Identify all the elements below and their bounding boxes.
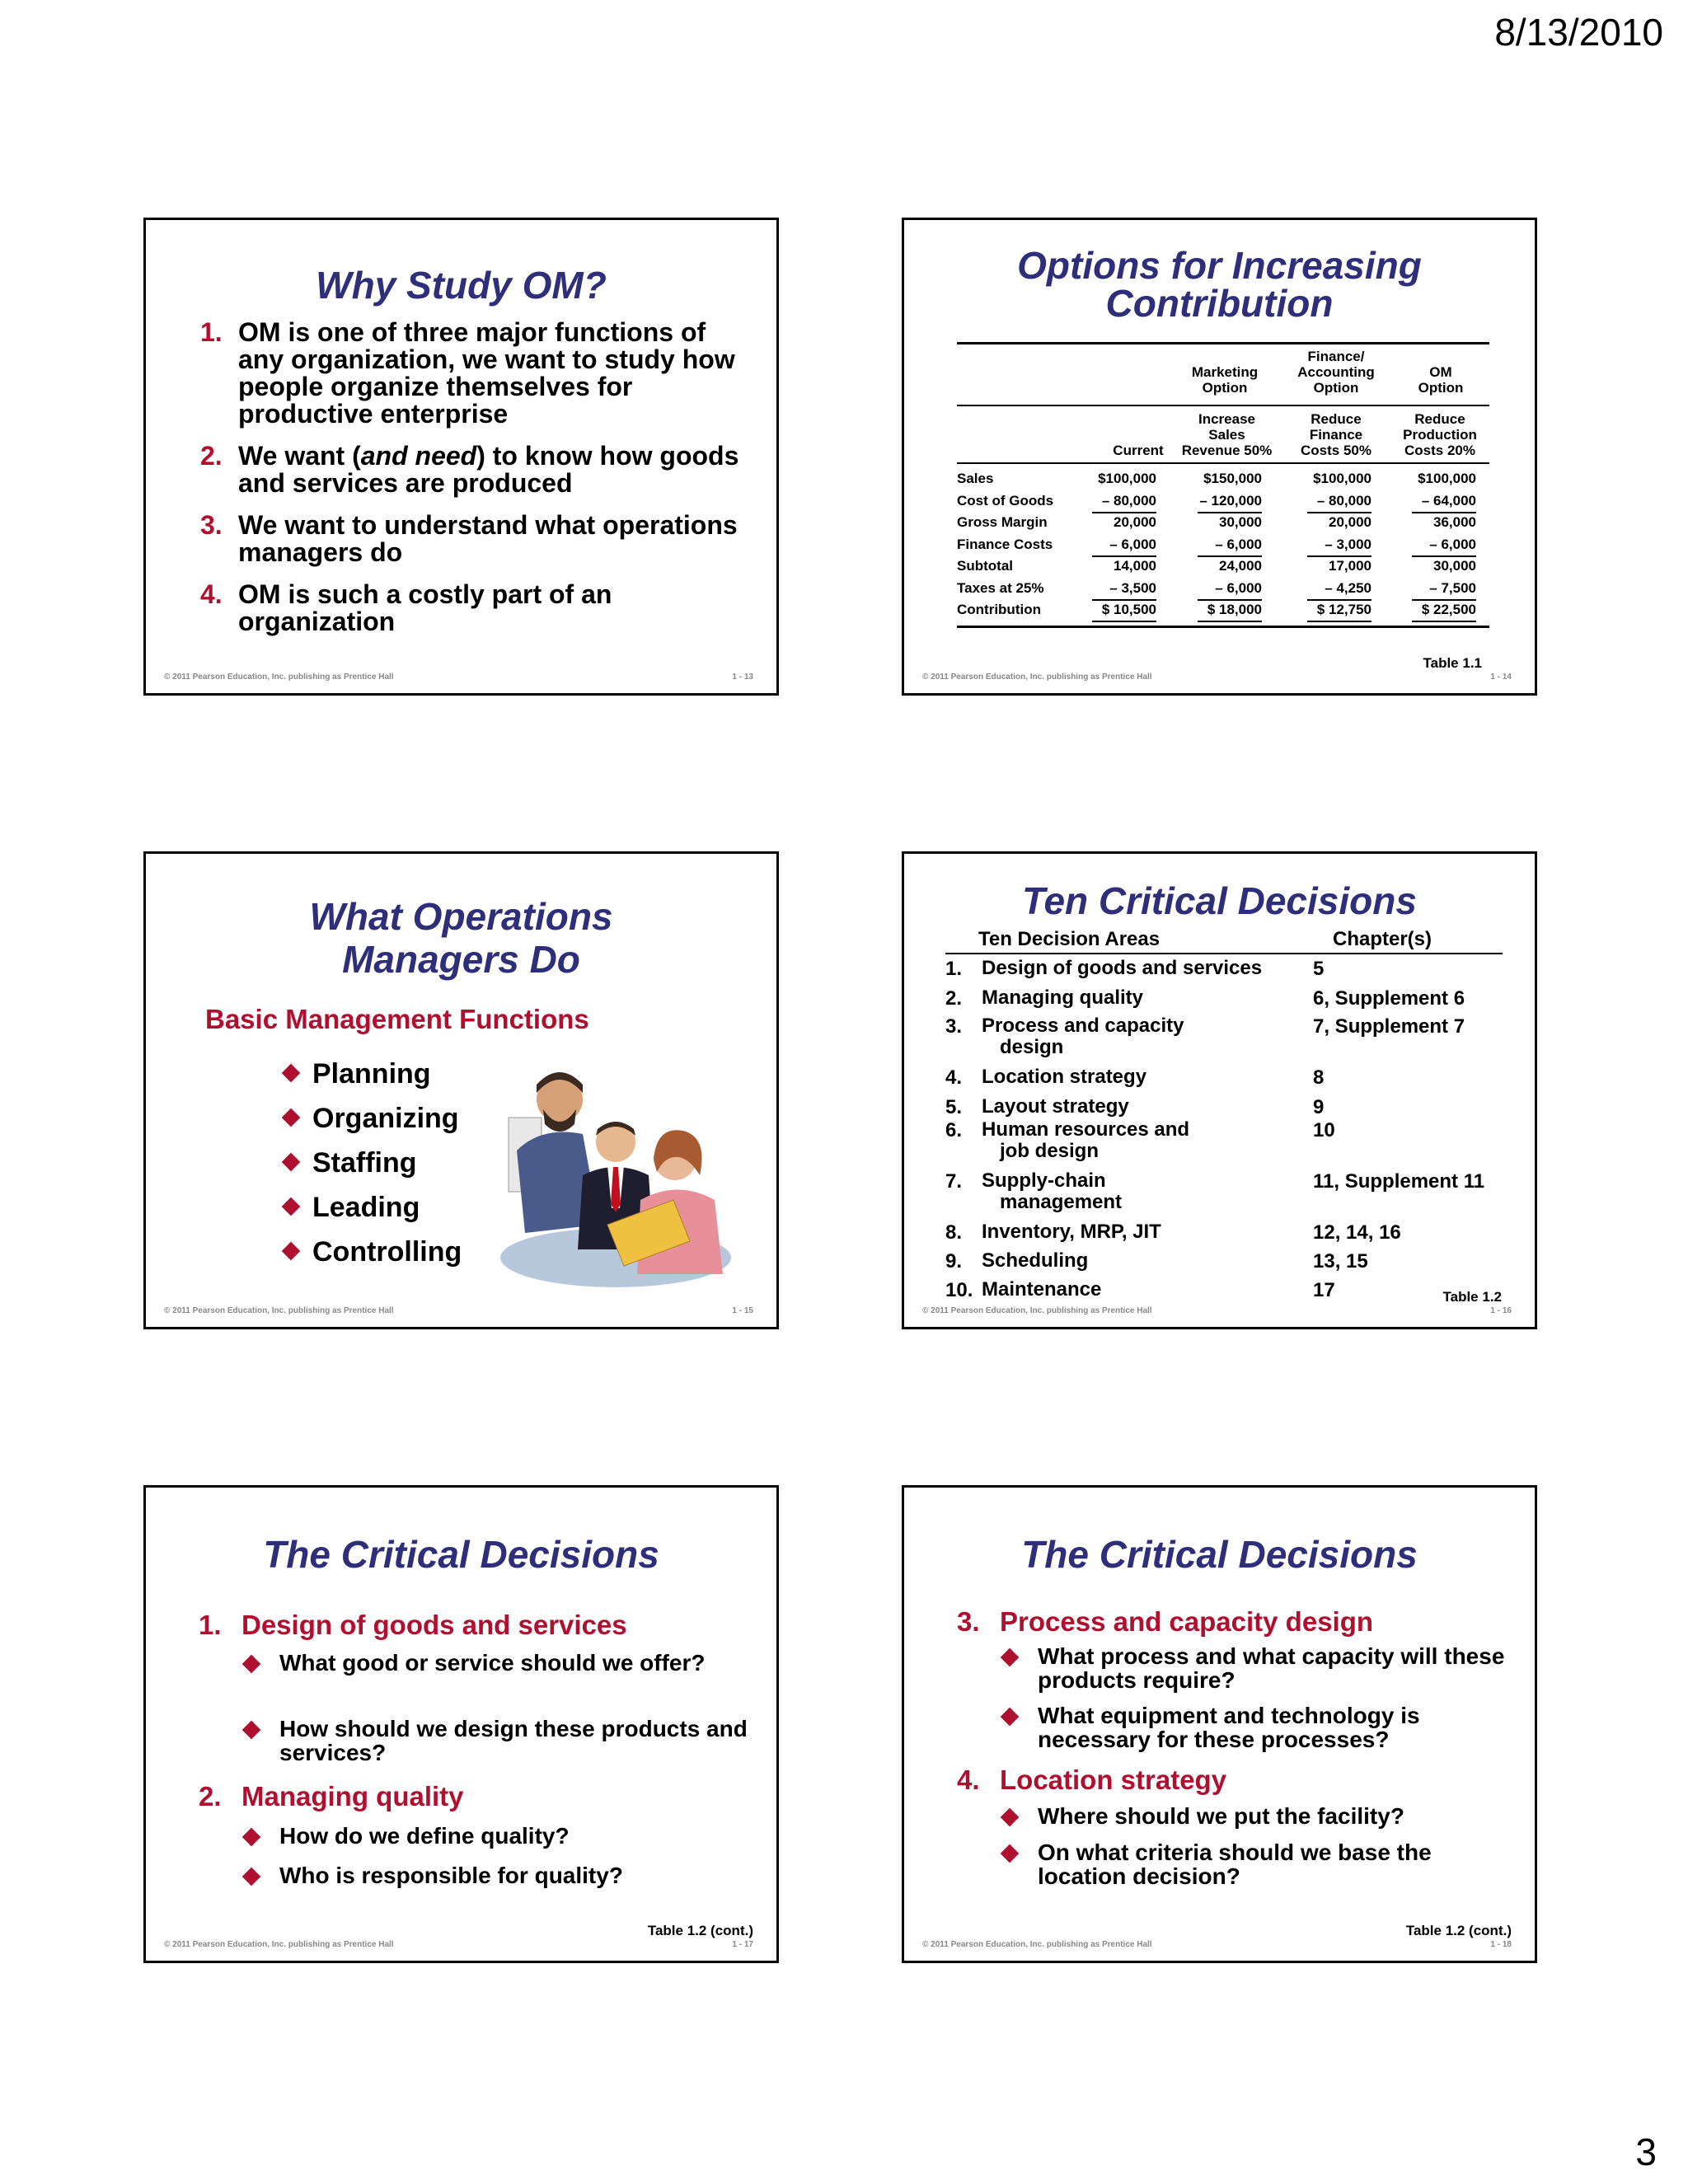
decision-number: 8. [945, 1221, 963, 1244]
diamond-bullet-icon [282, 1153, 301, 1172]
slide-title: The Critical Decisions [263, 1533, 659, 1576]
decision-area [982, 1015, 1184, 1058]
chapter-ref: 11, Supplement 11 [1313, 1170, 1485, 1193]
copyright-footer: © 2011 Pearson Education, Inc. publishing as Prentice Hall [922, 673, 1152, 682]
header-rule [945, 953, 1503, 954]
decision-area-line: Supply-chain [982, 1169, 1106, 1192]
copyright-footer: © 2011 Pearson Education, Inc. publishing as Prentice Hall [164, 1306, 394, 1315]
list-item: Where should we put the facility? [1003, 1804, 1510, 1828]
list-item: On what criteria should we base the location decision? [1003, 1840, 1510, 1888]
subtotal-rule [1092, 512, 1156, 513]
decision-area [982, 958, 1262, 979]
copyright-footer: © 2011 Pearson Education, Inc. publishing as Prentice Hall [922, 1940, 1152, 1949]
decision-area [982, 1279, 1101, 1301]
table-cell: – 4,250 [1325, 579, 1372, 596]
slide-what-operations-managers-do [143, 851, 779, 1329]
slide-critical-decisions-1-2 [143, 1485, 779, 1963]
chapter-ref: 9 [1313, 1096, 1325, 1118]
subtotal-rule [1198, 512, 1262, 513]
list-item: 1. OM is one of three major functions of any organization, we want to study how people organize themselves for productive enterprise [200, 317, 735, 429]
table-cell: 36,000 [1433, 514, 1476, 530]
table-cell: – 6,000 [1429, 536, 1476, 552]
slide-title: Ten Critical Decisions [1022, 879, 1417, 922]
subtotal-rule [1412, 599, 1476, 601]
list-item: Leading [284, 1185, 462, 1230]
table-cell: $100,000 [1098, 471, 1156, 486]
decision-area-line: job design [1000, 1140, 1099, 1162]
table-cell: – 80,000 [1101, 492, 1156, 509]
chapter-ref: 10 [1313, 1119, 1335, 1141]
table-cell: – 64,000 [1421, 492, 1476, 509]
subheader-marketing: Increase Sales Revenue 50% [1181, 411, 1273, 458]
column-header-areas: Ten Decision Areas [978, 928, 1160, 950]
table-row [957, 602, 1489, 621]
subtotal-rule [1307, 512, 1372, 513]
decision-area [982, 1096, 1129, 1118]
section-heading: 2. Managing quality [199, 1781, 464, 1811]
list-item: Controlling [284, 1230, 462, 1274]
decision-area-line: Location strategy [982, 1066, 1147, 1088]
list-item: Planning [284, 1052, 462, 1096]
table-cell: 20,000 [1114, 514, 1156, 530]
table-cell: 24,000 [1219, 558, 1262, 574]
table-cell: – 120,000 [1199, 492, 1262, 509]
functions-list [284, 1052, 462, 1274]
slide-number: 1 - 14 [1490, 673, 1512, 682]
column-header-chapters: Chapter(s) [1333, 928, 1432, 950]
list-item: Staffing [284, 1141, 462, 1185]
decision-area-line: design [1000, 1036, 1064, 1058]
slide-number: 1 - 16 [1490, 1306, 1512, 1315]
table-reference: Table 1.1 [1423, 655, 1482, 671]
diamond-bullet-icon [282, 1242, 301, 1261]
table-cell: $100,000 [1313, 471, 1372, 486]
business-meeting-illustration [492, 1060, 739, 1299]
table-cell: – 6,000 [1215, 536, 1262, 552]
subtotal-rule [1412, 512, 1476, 513]
decision-number: 5. [945, 1096, 963, 1118]
table-cell: $ 10,500 [1101, 602, 1156, 617]
slide-title: The Critical Decisions [1021, 1533, 1418, 1576]
decision-number: 9. [945, 1250, 963, 1272]
section-heading: 4. Location strategy [957, 1765, 1227, 1795]
table-row [957, 471, 1489, 490]
table-cell: 20,000 [1329, 514, 1372, 530]
copyright-footer: © 2011 Pearson Education, Inc. publishing as Prentice Hall [164, 1940, 394, 1949]
row-label: Cost of Goods [957, 492, 1054, 509]
table-rule [957, 342, 1489, 344]
decision-number: 4. [945, 1066, 963, 1089]
table-cell: – 80,000 [1316, 492, 1372, 509]
chapter-ref: 12, 14, 16 [1313, 1221, 1401, 1244]
list-item: What good or service should we offer? [245, 1651, 752, 1675]
list-item: Organizing [284, 1096, 462, 1141]
chapter-ref: 8 [1313, 1066, 1325, 1089]
table-cell: – 6,000 [1215, 579, 1262, 596]
slide-title: Why Study OM? [316, 264, 607, 307]
table-cell: $ 18,000 [1207, 602, 1262, 617]
decision-area-line: Process and capacity [982, 1015, 1184, 1037]
subtotal-rule [1412, 555, 1476, 557]
header-marketing: Marketing Option [1191, 364, 1259, 396]
chapter-ref: 6, Supplement 6 [1313, 987, 1465, 1010]
table-rule [957, 626, 1489, 628]
diamond-bullet-icon [282, 1108, 301, 1127]
subtotal-rule [1092, 555, 1156, 557]
decision-area-line: management [1000, 1191, 1123, 1213]
decision-area-line: Maintenance [982, 1278, 1102, 1301]
total-rule [1307, 621, 1372, 622]
table-row [957, 558, 1489, 578]
table-row [957, 537, 1489, 556]
decision-area [982, 987, 1143, 1009]
decision-area [982, 1066, 1146, 1088]
list-item: Who is responsible for quality? [245, 1863, 752, 1887]
subtotal-rule [1307, 555, 1372, 557]
list-item: What equipment and technology is necessary for these processes? [1003, 1704, 1510, 1751]
table-row [957, 580, 1489, 600]
list-item: 2. We want (and need) to know how goods and services are produced [200, 441, 739, 498]
decision-area-line: Layout strategy [982, 1095, 1129, 1118]
table-cell: 14,000 [1114, 558, 1156, 574]
decision-number: 10. [945, 1279, 973, 1301]
row-label: Taxes at 25% [957, 579, 1044, 596]
list-item: 4. OM is such a costly part of an organization [200, 579, 612, 636]
decision-area-line: Inventory, MRP, JIT [982, 1221, 1161, 1243]
table-reference: Table 1.2 (cont.) [647, 1923, 753, 1938]
table-row [957, 514, 1489, 534]
subheader-current: Current [1113, 443, 1164, 458]
subheader-om: Reduce Production Costs 20% [1403, 411, 1477, 458]
subtotal-rule [1198, 555, 1262, 557]
print-date: 8/13/2010 [1494, 11, 1663, 54]
decision-number: 6. [945, 1119, 963, 1141]
list-item: What process and what capacity will these products require? [1003, 1644, 1510, 1692]
table-cell: $150,000 [1203, 471, 1262, 486]
slide-options-increasing-contribution [902, 218, 1537, 696]
row-label: Subtotal [957, 558, 1013, 574]
table-cell: – 3,500 [1109, 579, 1156, 596]
slide-title: What Operations Managers Do [309, 895, 613, 981]
row-label: Gross Margin [957, 514, 1048, 530]
chapter-ref: 13, 15 [1313, 1250, 1368, 1272]
table-row [957, 493, 1489, 513]
row-label: Finance Costs [957, 536, 1053, 552]
total-rule [1412, 621, 1476, 622]
decision-area-line: Human resources and [982, 1118, 1190, 1141]
table-cell: – 3,000 [1325, 536, 1372, 552]
decision-area [982, 1221, 1161, 1243]
table-reference: Table 1.2 (cont.) [1405, 1923, 1512, 1938]
page-number: 3 [1635, 2130, 1657, 2173]
table-cell: $100,000 [1418, 471, 1476, 486]
header-om: OM Option [1418, 364, 1464, 396]
decision-area [982, 1250, 1088, 1272]
decision-area-line: Managing quality [982, 987, 1144, 1009]
slide-ten-critical-decisions [902, 851, 1537, 1329]
decision-area [982, 1170, 1122, 1213]
table-rule [957, 462, 1489, 464]
table-reference: Table 1.2 [1442, 1289, 1502, 1305]
row-label: Sales [957, 471, 994, 486]
section-heading: 1. Design of goods and services [199, 1610, 627, 1640]
subtotal-rule [1198, 599, 1262, 601]
list-item: How should we design these products and services? [245, 1717, 752, 1765]
slide-critical-decisions-3-4 [902, 1485, 1537, 1963]
chapter-ref: 17 [1313, 1279, 1335, 1301]
list-item: 3. We want to understand what operations managers do [200, 510, 738, 567]
section-heading: 3. Process and capacity design [957, 1606, 1374, 1637]
decision-area [982, 1119, 1189, 1162]
table-cell: 17,000 [1329, 558, 1372, 574]
copyright-footer: © 2011 Pearson Education, Inc. publishing as Prentice Hall [922, 1306, 1152, 1315]
reasons-list [200, 319, 752, 650]
decision-number: 3. [945, 1015, 963, 1038]
table-cell: 30,000 [1433, 558, 1476, 574]
table-cell: – 6,000 [1109, 536, 1156, 552]
slide-why-study-om [143, 218, 779, 696]
total-rule [1198, 621, 1262, 622]
total-rule [1092, 621, 1156, 622]
copyright-footer: © 2011 Pearson Education, Inc. publishing as Prentice Hall [164, 673, 394, 682]
decision-number: 2. [945, 987, 963, 1010]
row-label: Contribution [957, 602, 1041, 617]
slide-number: 1 - 17 [732, 1940, 753, 1949]
subtotal-rule [1092, 599, 1156, 601]
header-finance: Finance/ Accounting Option [1297, 349, 1375, 396]
decision-number: 1. [945, 958, 963, 980]
table-cell: 30,000 [1219, 514, 1262, 530]
slide-title: Options for Increasing Contribution [1017, 244, 1422, 325]
subtotal-rule [1307, 599, 1372, 601]
chapter-ref: 7, Supplement 7 [1313, 1015, 1465, 1038]
table-rule [957, 405, 1489, 406]
diamond-bullet-icon [282, 1064, 301, 1083]
slide-number: 1 - 13 [732, 673, 753, 682]
subheader-finance: Reduce Finance Costs 50% [1301, 411, 1372, 458]
diamond-bullet-icon [282, 1197, 301, 1216]
chapter-ref: 5 [1313, 958, 1325, 980]
subtitle: Basic Management Functions [205, 1004, 589, 1034]
table-cell: $ 12,750 [1316, 602, 1372, 617]
table-cell: – 7,500 [1429, 579, 1476, 596]
slide-number: 1 - 15 [732, 1306, 753, 1315]
decision-area-line: Scheduling [982, 1249, 1089, 1272]
table-cell: $ 22,500 [1421, 602, 1476, 617]
decision-area-line: Design of goods and services [982, 957, 1263, 979]
decision-number: 7. [945, 1170, 963, 1193]
slide-number: 1 - 18 [1490, 1940, 1512, 1949]
list-item: How do we define quality? [245, 1824, 752, 1848]
